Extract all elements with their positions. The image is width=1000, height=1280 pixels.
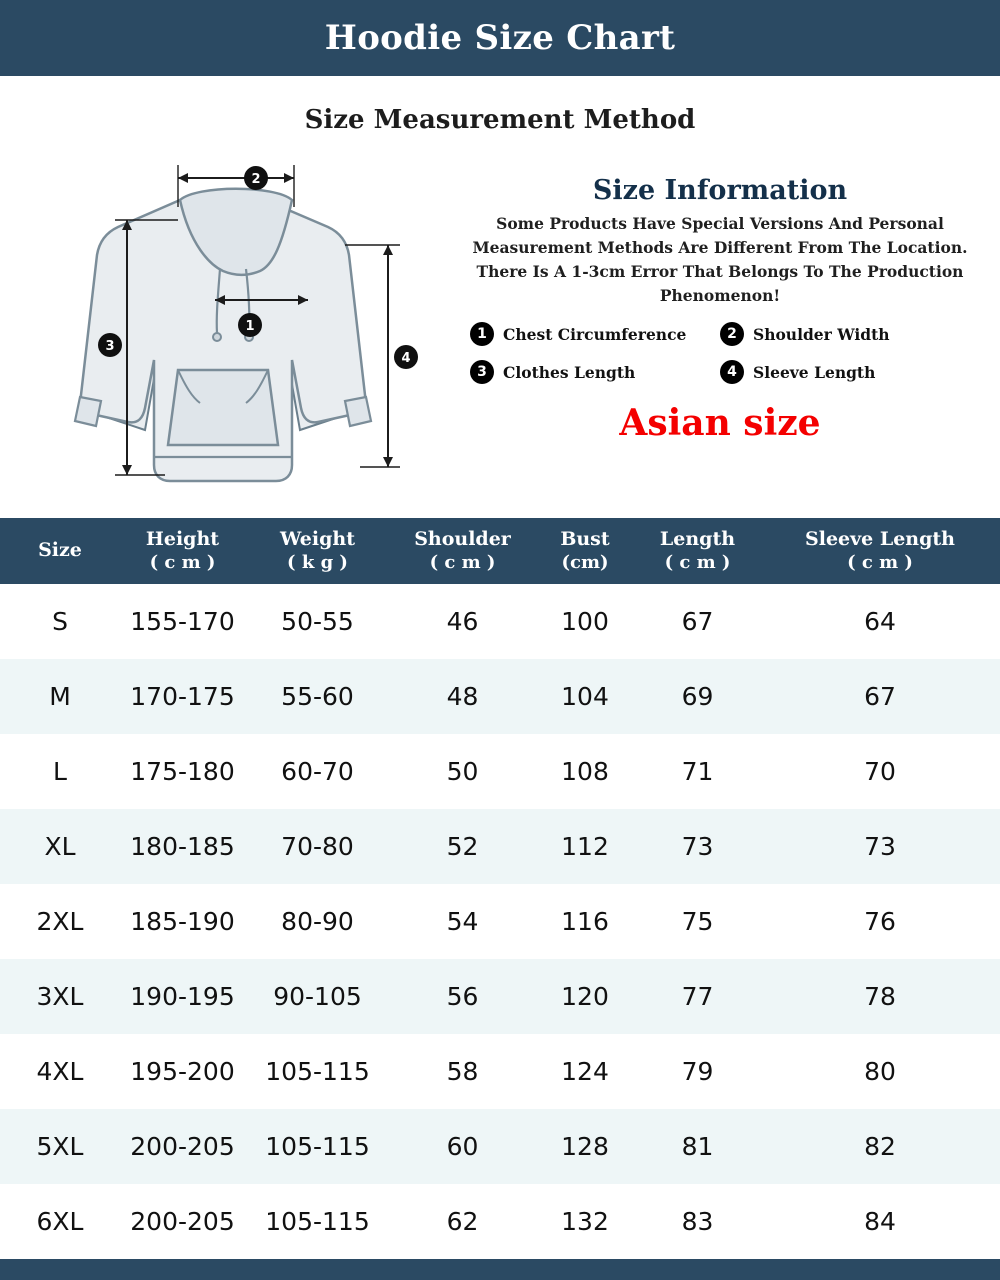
hoodie-diagram [60, 145, 480, 495]
cell-bust: 112 [561, 832, 609, 862]
cell-bust: 132 [561, 1207, 609, 1237]
size-table-body [0, 584, 1000, 1259]
cell-size: 6XL [36, 1207, 84, 1237]
cell-sleeve-length: 70 [864, 757, 896, 787]
column-header-sleeve-length: Sleeve Length ( c m ) [760, 518, 1000, 584]
table-row [0, 1034, 1000, 1109]
cell-shoulder: 56 [446, 982, 479, 1012]
size-table-head [0, 518, 1000, 584]
size-information-paragraph: Some Products Have Special Versions And Personal Measurement Methods Are Different From The Location. There Is A 1-3cm Error That Belongs To The Production Phenomenon! [472, 214, 968, 306]
cell-sleeve-length: 67 [864, 682, 896, 712]
measurement-legend [470, 322, 970, 398]
svg-text:1: 1 [245, 319, 255, 334]
column-header-height: Height ( c m ) [120, 518, 245, 584]
cell-shoulder: 50 [446, 757, 479, 787]
size-table-wrap [0, 518, 1000, 1259]
cell-weight: 105-115 [265, 1132, 370, 1162]
cell-weight: 55-60 [281, 682, 354, 712]
cell-sleeve-length: 76 [864, 907, 896, 937]
legend-item-shoulder [720, 322, 970, 346]
cell-weight: 90-105 [273, 982, 362, 1012]
cell-length: 83 [681, 1207, 714, 1237]
cell-length: 73 [681, 832, 714, 862]
cell-sleeve-length: 80 [864, 1057, 896, 1087]
cell-length: 79 [681, 1057, 714, 1087]
footer-bar [0, 1259, 1000, 1280]
cell-size: L [53, 757, 67, 787]
cell-height: 185-190 [130, 907, 235, 937]
size-table [0, 518, 1000, 1259]
cell-weight: 70-80 [281, 832, 354, 862]
size-information-block [470, 175, 970, 444]
cell-bust: 124 [561, 1057, 609, 1087]
cell-sleeve-length: 84 [864, 1207, 896, 1237]
cell-height: 200-205 [130, 1132, 235, 1162]
cell-weight: 80-90 [281, 907, 354, 937]
cell-weight: 105-115 [265, 1207, 370, 1237]
cell-length: 75 [681, 907, 714, 937]
column-header-bust: Bust (cm) [535, 518, 635, 584]
cell-size: 3XL [36, 982, 84, 1012]
cell-size: S [52, 607, 68, 637]
cell-bust: 120 [561, 982, 609, 1012]
cell-length: 69 [681, 682, 714, 712]
cell-shoulder: 58 [446, 1057, 479, 1087]
cell-shoulder: 60 [446, 1132, 479, 1162]
table-row [0, 659, 1000, 734]
cell-size: 5XL [36, 1132, 84, 1162]
cell-size: 4XL [36, 1057, 84, 1087]
svg-text:4: 4 [401, 351, 411, 366]
measurement-method-title: Size Measurement Method [304, 105, 696, 135]
cell-shoulder: 54 [446, 907, 479, 937]
svg-text:2: 2 [251, 172, 261, 187]
cell-sleeve-length: 78 [864, 982, 896, 1012]
cell-bust: 104 [561, 682, 609, 712]
cell-height: 190-195 [130, 982, 235, 1012]
cell-length: 67 [681, 607, 714, 637]
cell-sleeve-length: 64 [864, 607, 896, 637]
legend-item-chest [470, 322, 720, 346]
cell-height: 155-170 [130, 607, 235, 637]
column-header-size: Size [0, 518, 120, 584]
cell-size: 2XL [36, 907, 84, 937]
asian-size-heading: Asian size [619, 402, 821, 445]
cell-sleeve-length: 82 [864, 1132, 896, 1162]
cell-weight: 105-115 [265, 1057, 370, 1087]
cell-size: M [49, 682, 71, 712]
number-badge-2-icon: 2 [720, 322, 744, 346]
legend-label-shoulder: Shoulder Width [753, 324, 890, 344]
cell-weight: 60-70 [281, 757, 354, 787]
svg-text:3: 3 [105, 339, 115, 354]
cell-sleeve-length: 73 [864, 832, 896, 862]
table-row [0, 1184, 1000, 1259]
cell-bust: 108 [561, 757, 609, 787]
table-row [0, 959, 1000, 1034]
number-badge-1-icon: 1 [470, 322, 494, 346]
cell-bust: 128 [561, 1132, 609, 1162]
cell-shoulder: 52 [446, 832, 479, 862]
number-badge-3-icon: 3 [470, 360, 494, 384]
table-row [0, 734, 1000, 809]
cell-bust: 100 [561, 607, 609, 637]
column-header-length: Length ( c m ) [635, 518, 760, 584]
table-row [0, 1109, 1000, 1184]
number-badge-4-icon: 4 [720, 360, 744, 384]
cell-size: XL [44, 832, 76, 862]
cell-length: 71 [681, 757, 714, 787]
legend-label-sleeve: Sleeve Length [753, 362, 876, 382]
cell-length: 81 [681, 1132, 714, 1162]
column-header-shoulder: Shoulder ( c m ) [390, 518, 535, 584]
table-header-row [0, 518, 1000, 584]
header-bar [0, 0, 1000, 76]
cell-height: 175-180 [130, 757, 235, 787]
legend-item-length [470, 360, 720, 384]
table-row [0, 584, 1000, 659]
column-header-weight: Weight ( k g ) [245, 518, 390, 584]
cell-length: 77 [681, 982, 714, 1012]
cell-shoulder: 46 [446, 607, 479, 637]
cell-height: 180-185 [130, 832, 235, 862]
size-information-title: Size Information [592, 175, 848, 206]
cell-height: 170-175 [130, 682, 235, 712]
cell-shoulder: 48 [446, 682, 479, 712]
cell-height: 195-200 [130, 1057, 235, 1087]
legend-label-length: Clothes Length [503, 362, 636, 382]
cell-weight: 50-55 [281, 607, 354, 637]
cell-shoulder: 62 [446, 1207, 479, 1237]
cell-height: 200-205 [130, 1207, 235, 1237]
table-row [0, 809, 1000, 884]
table-row [0, 884, 1000, 959]
legend-item-sleeve [720, 360, 970, 384]
page-title: Hoodie Size Chart [324, 18, 676, 58]
cell-bust: 116 [561, 907, 609, 937]
legend-label-chest: Chest Circumference [503, 324, 687, 344]
